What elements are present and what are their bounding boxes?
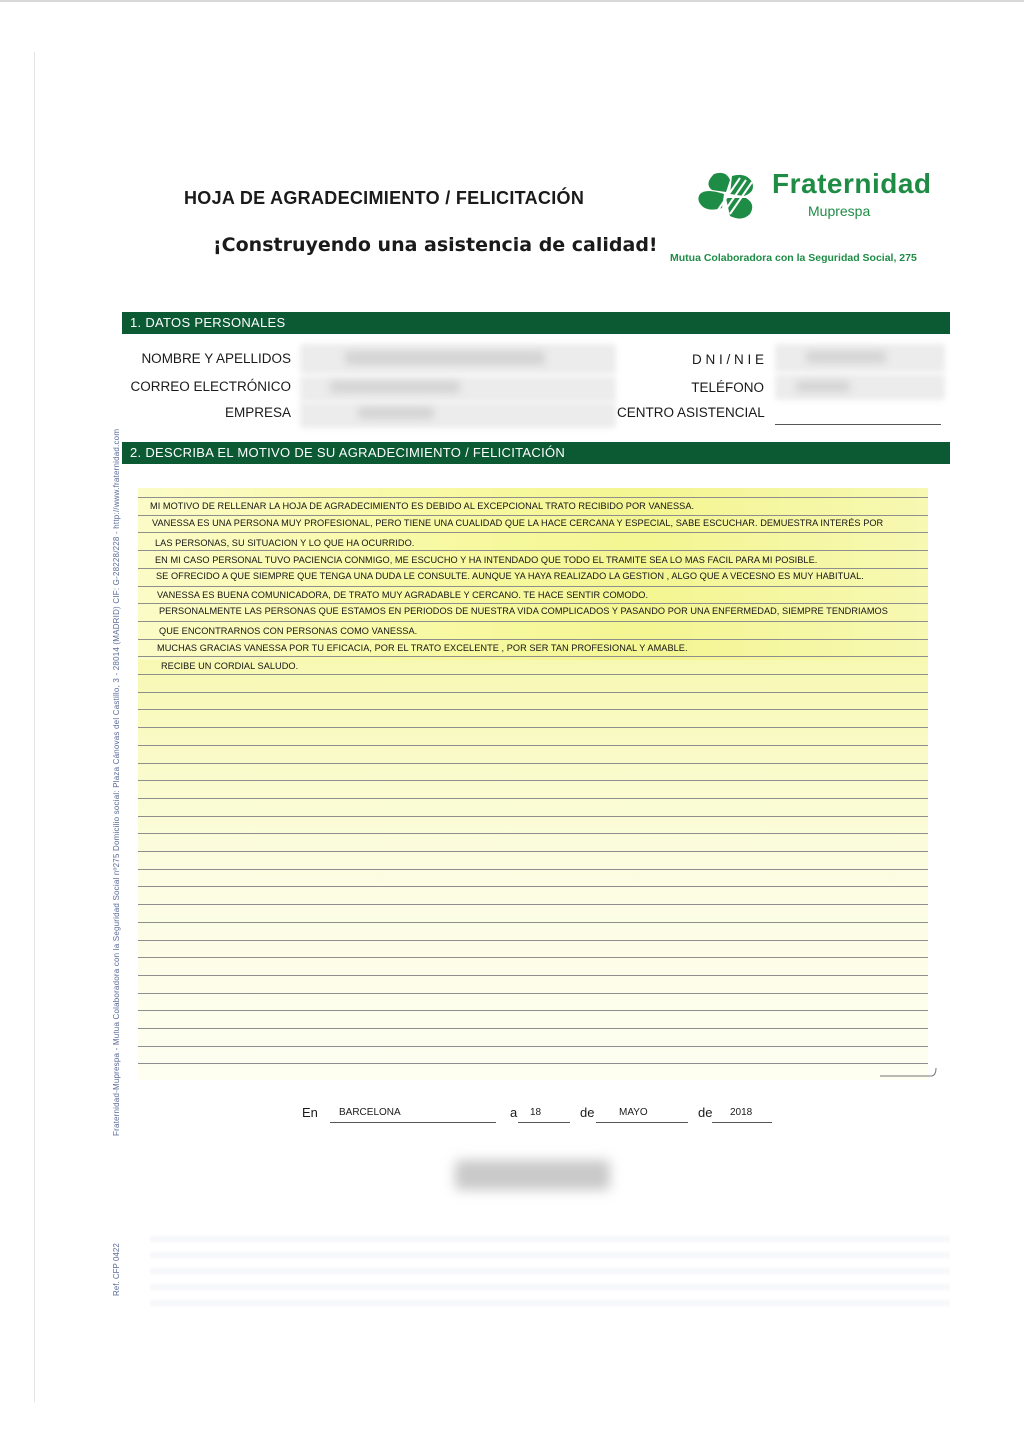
day-label: a — [510, 1105, 518, 1120]
phone-redacted-value — [796, 381, 850, 392]
place-value: BARCELONA — [339, 1107, 401, 1118]
ruled-line — [138, 798, 928, 799]
day-value: 18 — [530, 1107, 542, 1118]
company-field[interactable] — [300, 402, 616, 428]
page-slogan: ¡Construyendo una asistencia de calidad! — [213, 234, 658, 256]
ruled-line — [138, 1028, 928, 1029]
ruled-line — [138, 727, 928, 728]
ruled-line — [138, 709, 928, 710]
company-label: EMPRESA — [224, 405, 291, 420]
ruled-line — [138, 833, 928, 834]
message-line-4: EN MI CASO PERSONAL TUVO PACIENCIA CONMIGO, ME ESCUCHO Y HA INTENDADO QUE TODO EL TRAMITE SEA LO MAS FACIL PARA MI POSIBLE. — [155, 555, 818, 565]
ruled-line — [138, 497, 928, 498]
ruled-line — [138, 904, 928, 905]
year-value: 2018 — [730, 1107, 753, 1118]
message-line-9: MUCHAS GRACIAS VANESSA POR TU EFICACIA, POR EL TRATO EXCELENTE , POR SER TAN PROFESIONAL Y AMABLE. — [157, 643, 688, 653]
ruled-line — [138, 763, 928, 764]
ruled-line — [138, 586, 928, 587]
ruled-line — [138, 886, 928, 887]
ruled-line — [138, 515, 928, 516]
page-title: HOJA DE AGRADECIMIENTO / FELICITACIÓN — [184, 188, 585, 208]
ruled-line — [138, 975, 928, 976]
section-reason-header: 2. DESCRIBA EL MOTIVO DE SU AGRADECIMIENTO / FELICITACIÓN — [122, 442, 950, 464]
ruled-line — [138, 639, 928, 640]
message-line-10: RECIBE UN CORDIAL SALUDO. — [161, 661, 299, 671]
ruled-line — [138, 568, 928, 569]
month-value: MAYO — [619, 1107, 648, 1118]
ruled-line — [138, 780, 928, 781]
ruled-line — [138, 745, 928, 746]
faded-footer-text — [150, 1236, 950, 1316]
ruled-line — [138, 674, 928, 675]
brand-name: Fraternidad — [772, 168, 932, 199]
margin-ref-code: Ref. CFP 0422 — [112, 1243, 121, 1296]
ruled-line — [138, 1046, 928, 1047]
ruled-line — [138, 816, 928, 817]
brand-tagline: Mutua Colaboradora con la Seguridad Social, 275 — [670, 252, 917, 264]
section-personal-data-header: 1. DATOS PERSONALES — [122, 312, 950, 334]
dni-redacted-value — [806, 351, 886, 363]
ruled-line — [138, 957, 928, 958]
ruled-line — [138, 869, 928, 870]
scan-top-edge — [0, 0, 1024, 2]
email-label: CORREO ELECTRÓNICO — [130, 379, 291, 394]
name-redacted-value — [345, 351, 545, 365]
dni-label: D N I / N I E — [691, 352, 764, 367]
ruled-line — [138, 532, 928, 533]
place-label: En — [302, 1105, 318, 1120]
message-line-7: PERSONALMENTE LAS PERSONAS QUE ESTAMOS EN PERIODOS DE NUESTRA VIDA COMPLICADOS Y PASANDO POR UNA ENFERMEDAD, SIEMPRE TENDRIAMOS — [159, 606, 888, 616]
fraternidad-logo-icon — [696, 170, 760, 222]
day-field[interactable] — [518, 1100, 570, 1123]
message-line-3: LAS PERSONAS, SU SITUACION Y LO QUE HA OCURRIDO. — [155, 538, 415, 548]
ruled-line — [138, 656, 928, 657]
ruled-line — [138, 692, 928, 693]
ruled-line — [138, 940, 928, 941]
ruled-line — [138, 1010, 928, 1011]
ruled-line — [138, 993, 928, 994]
message-line-2: VANESSA ES UNA PERSONA MUY PROFESIONAL, PERO TIENE UNA CUALIDAD QUE LA HACE CERCANA Y ESPECIAL, SABE ESCUCHAR. DEMUESTRA INTERÉS POR — [152, 518, 884, 528]
year-label: de — [698, 1105, 713, 1120]
signature — [455, 1160, 610, 1190]
ruled-line — [138, 621, 928, 622]
margin-legal-text: Fraternidad-Muprespa - Mutua Colaboradora con la Seguridad Social nº275 Domicilio social: Plaza Cánovas del Castillo, 3 - 28014 (MADRID) CIF: G-28228/228 - http://www.fraternidad.com — [112, 428, 121, 1136]
ruled-line — [138, 922, 928, 923]
ruled-line — [138, 1063, 928, 1064]
ruled-line — [138, 851, 928, 852]
message-line-1: MI MOTIVO DE RELLENAR LA HOJA DE AGRADECIMIENTO ES DEBIDO AL EXCEPCIONAL TRATO RECIBIDO POR VANESSA. — [150, 501, 695, 511]
brand-subtitle: Muprespa — [808, 203, 871, 219]
ruled-line — [138, 550, 928, 551]
highlight-fade — [138, 660, 928, 1080]
center-label: CENTRO ASISTENCIAL — [617, 405, 765, 420]
name-label: NOMBRE Y APELLIDOS — [141, 351, 291, 366]
message-line-6: VANESSA ES BUENA COMUNICADORA, DE TRATO MUY AGRADABLE Y CERCANO. TE HACE SENTIR COMODO. — [157, 590, 649, 600]
company-redacted-value — [358, 407, 434, 419]
month-label: de — [580, 1105, 595, 1120]
ruled-line — [138, 603, 928, 604]
phone-label: TELÉFONO — [691, 380, 764, 395]
center-field[interactable] — [775, 404, 941, 425]
message-line-5: SE OFRECIDO A QUE SIEMPRE QUE TENGA UNA DUDA LE CONSULTE. AUNQUE YA HAYA REALIZADO LA GESTION , ALGO QUE A VECESNO ES MUY HABITUAL. — [156, 571, 864, 581]
message-line-8: QUE ENCONTRARNOS CON PERSONAS COMO VANESSA. — [159, 626, 418, 636]
scan-page-edge — [34, 52, 35, 1402]
email-redacted-value — [330, 381, 460, 393]
field-corner-mark — [880, 1060, 940, 1080]
